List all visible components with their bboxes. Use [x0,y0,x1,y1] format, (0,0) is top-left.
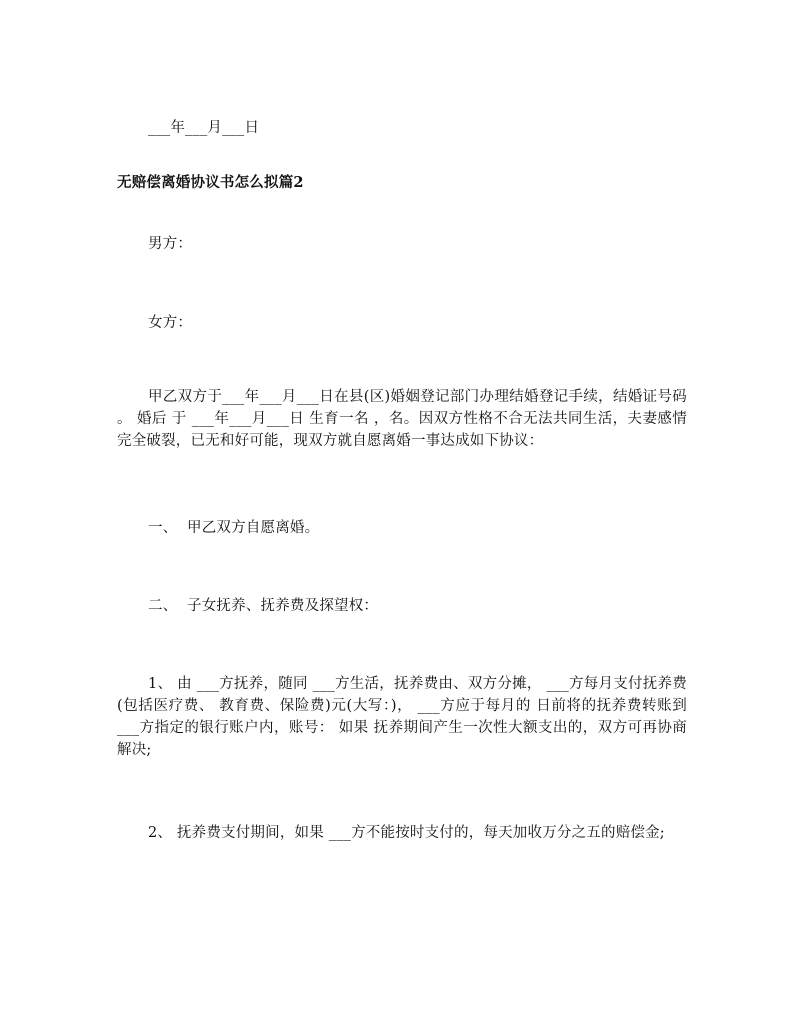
section-heading: 无赔偿离婚协议书怎么拟篇2 [117,174,304,191]
item-1: 1、 由 ___方抚养，随同 ___方生活，抚养费由、双方分摊， ___方每月支付抚养费(包括医疗费、 教育费、保险费)元(大写：)， ___方应于每月的 日前将的抚养费转账到___方指定的银行账户内，账号： 如果 抚养期间产生一次性大额支出的，双方可再协商解决; [117,676,687,758]
clause-2: 二、 子女抚养、抚养费及探望权： [148,598,379,614]
date-line: ___年___月___日 [148,120,260,136]
wife-label: 女方： [148,315,193,331]
husband-label: 男方： [148,236,193,252]
paragraph-marriage: 甲乙双方于___年___月___日在县(区)婚姻登记部门办理结婚登记手续，结婚证号码 。 婚后 于 ___年___月___日 生育一名 ，名。因双方性格不合无法共同生活，夫妻感情完全破裂，已无和好可能，现双方就自愿离婚一事达成如下协议： [117,389,692,449]
item-2: 2、 抚养费支付期间，如果 ___方不能按时支付的，每天加收万分之五的赔偿金; [148,825,665,841]
clause-1: 一、 甲乙双方自愿离婚。 [148,520,320,536]
